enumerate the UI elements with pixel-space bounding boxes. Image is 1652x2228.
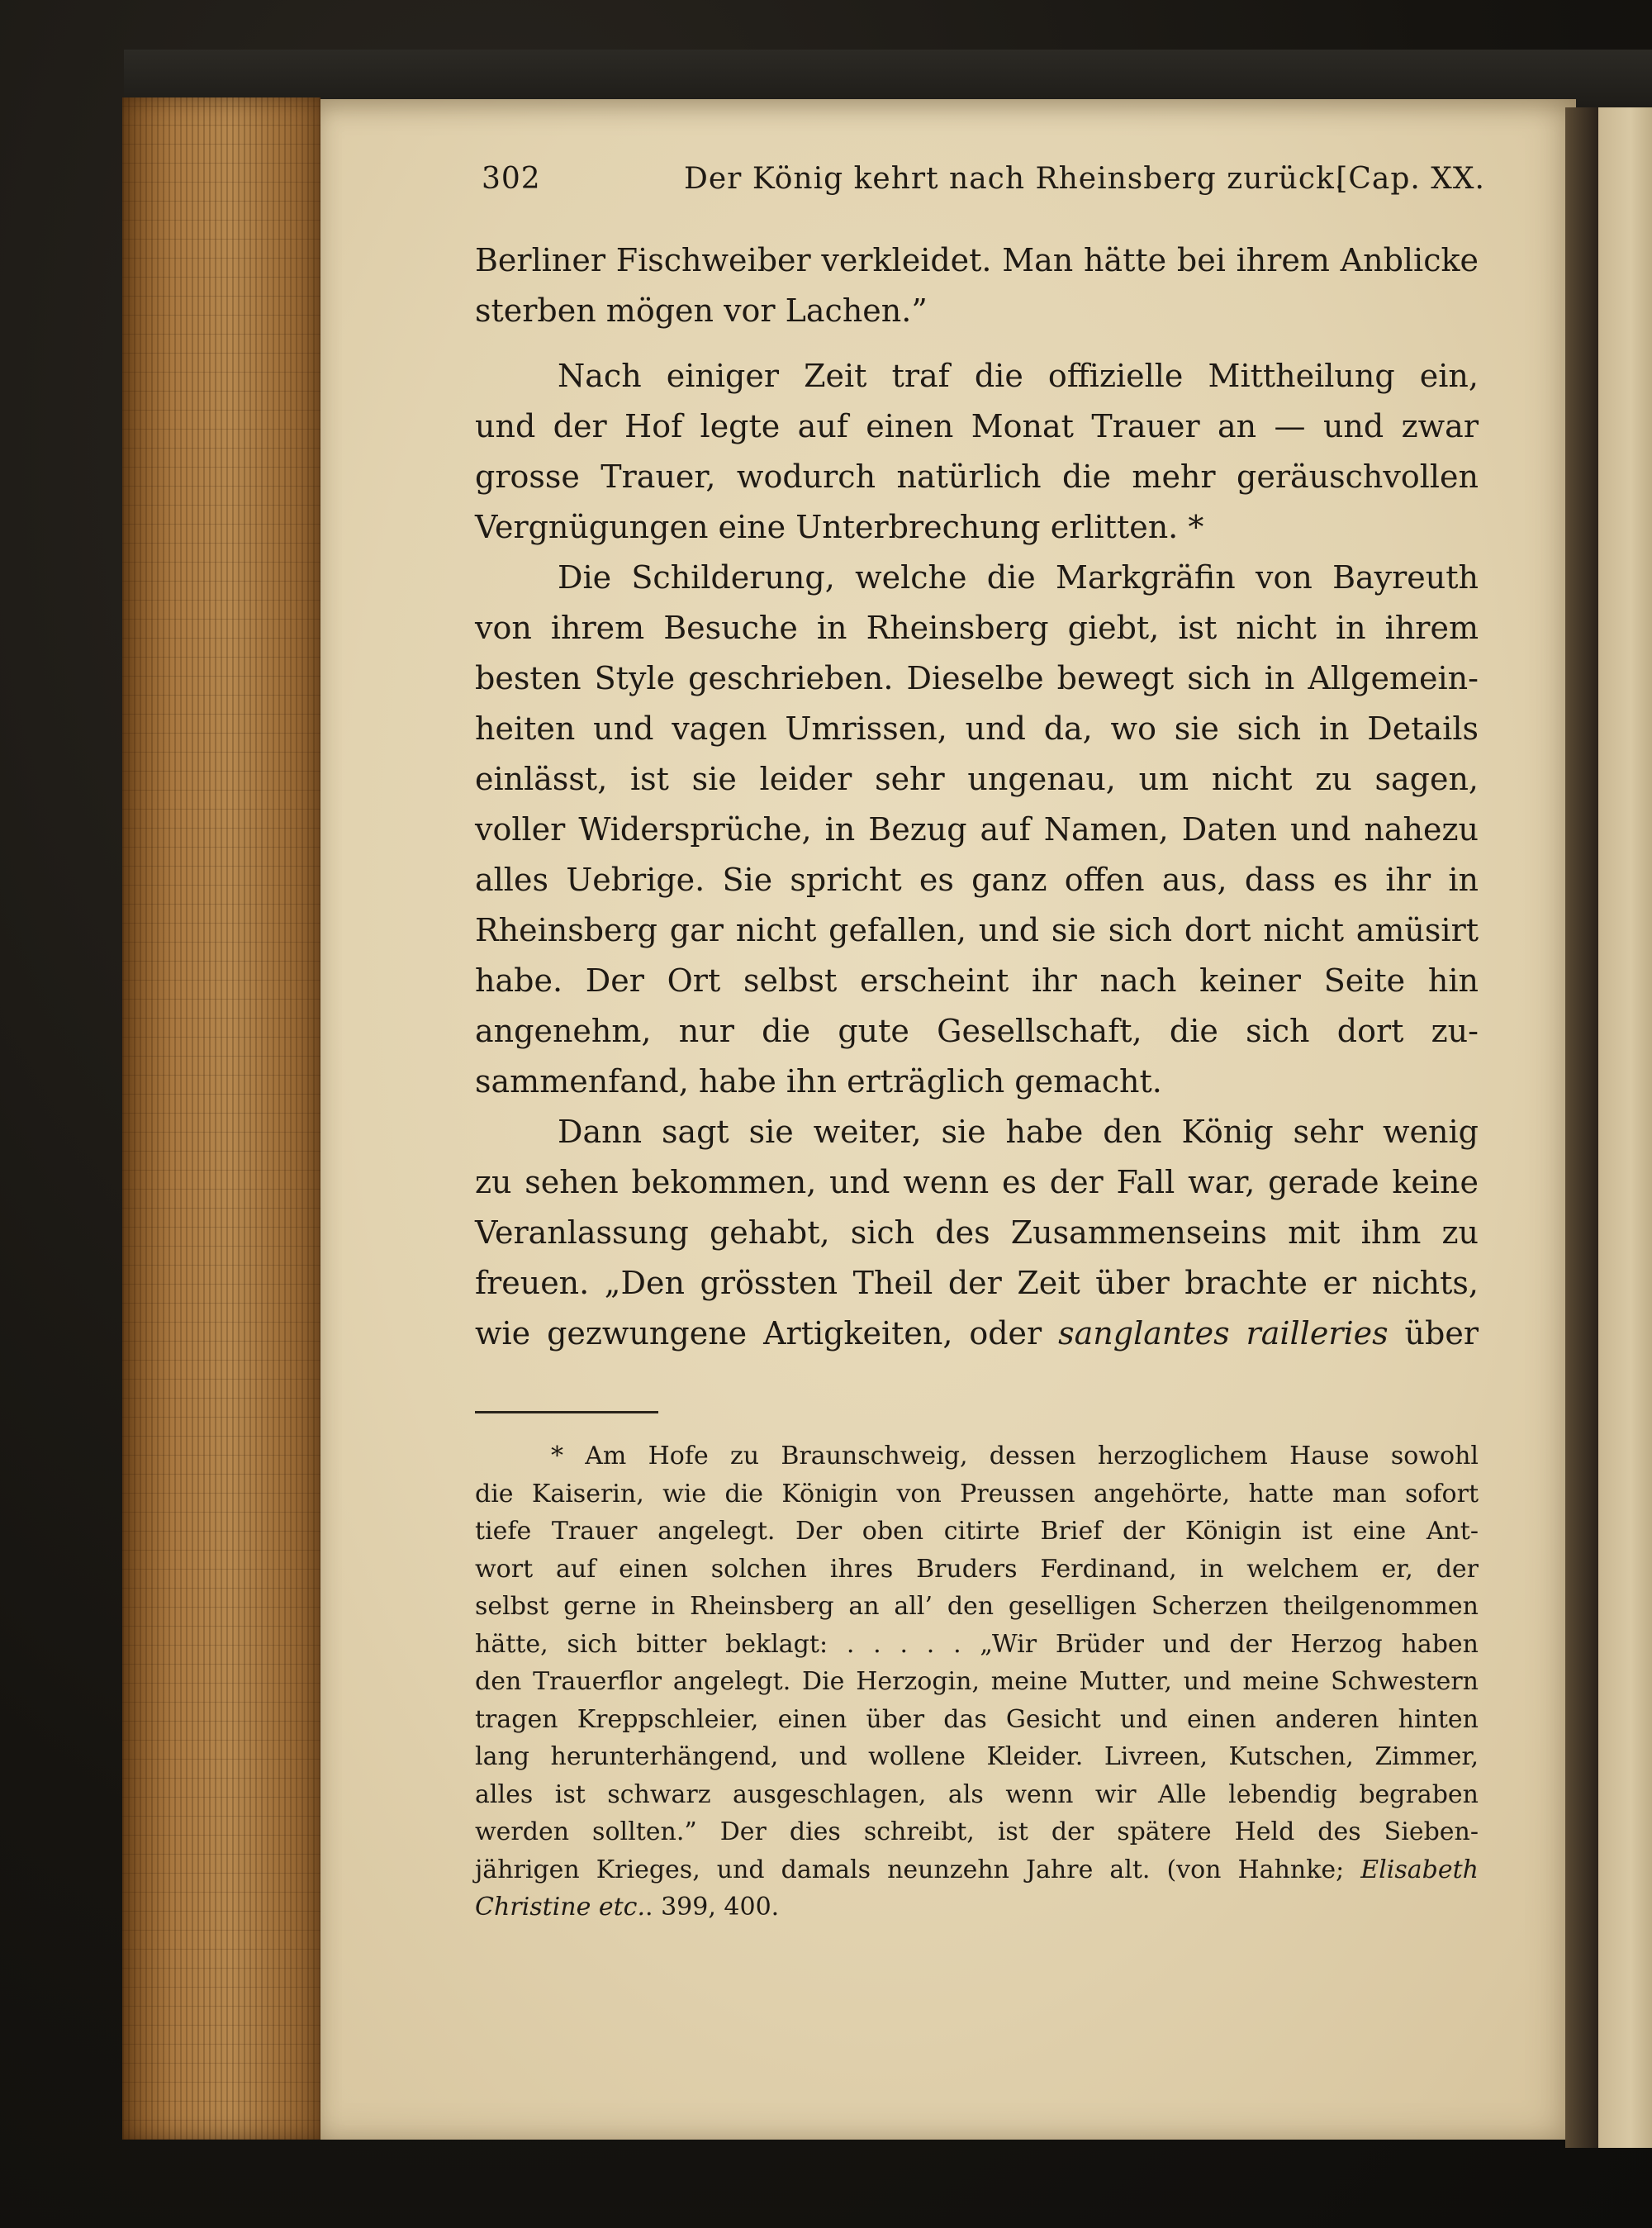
italic-title: Elisabeth — [1360, 1855, 1479, 1884]
text-line: alles Uebrige. Sie spricht es ganz offen aus, dass es ihr in — [475, 862, 1479, 898]
main-text — [475, 235, 1479, 1359]
text-line: Die Schilderung, welche die Markgräfin von Bayreuth — [558, 559, 1479, 596]
footnote-line: alles ist schwarz ausgeschlagen, als wenn wir Alle lebendig begraben — [475, 1779, 1479, 1809]
page-block-edges — [122, 97, 320, 2140]
text-line: heiten und vagen Umrissen, und da, wo sie sich in Details — [475, 710, 1479, 747]
footnote-line: die Kaiserin, wie die Königin von Preussen angehörte, hatte man sofort — [475, 1479, 1479, 1508]
text-line: Dann sagt sie weiter, sie habe den König sehr wenig — [558, 1114, 1479, 1150]
footnote-line: hätte, sich bitter beklagt: . . . . . „Wir Brüder und der Herzog haben — [475, 1629, 1479, 1659]
footnote-line — [475, 1888, 1479, 1926]
text-fragment: jährigen Krieges, und damals neunzehn Jahre alt. (von Hahnke; — [475, 1855, 1361, 1884]
text-fragment: über — [1388, 1315, 1479, 1352]
footnote-rule — [475, 1411, 658, 1413]
footnote-line: wort auf einen solchen ihres Bruders Ferdinand, in welchem er, der — [475, 1554, 1479, 1584]
footnote-line: den Trauerflor angelegt. Die Herzogin, meine Mutter, und meine Schwestern — [475, 1667, 1479, 1696]
running-header — [482, 162, 1485, 205]
text-line: grosse Trauer, wodurch natürlich die mehr geräuschvollen — [475, 458, 1479, 495]
text-line: Veranlassung gehabt, sich des Zusammenseins mit ihm zu — [475, 1214, 1479, 1251]
text-line: sammenfand, habe ihn erträglich gemacht. — [475, 1063, 1162, 1100]
text-line: Vergnügungen eine Unterbrechung erlitten. * — [475, 509, 1204, 545]
footnote-line: * Am Hofe zu Braunschweig, dessen herzoglichem Hause sowohl — [551, 1442, 1479, 1470]
footnote-line: selbst gerne in Rheinsberg an all’ den geselligen Scherzen theilgenommen — [475, 1592, 1479, 1621]
text-line: zu sehen bekommen, und wenn es der Fall war, gerade keine — [475, 1164, 1479, 1200]
footnote-line: tiefe Trauer angelegt. Der oben citirte Brief der Königin ist eine Ant- — [475, 1517, 1479, 1546]
page-number: 302 — [482, 162, 541, 196]
book-gutter — [1565, 107, 1598, 2148]
text-fragment: wie gezwungene Artigkeiten, oder — [475, 1315, 1059, 1352]
text-line: besten Style geschrieben. Dieselbe bewegt sich in Allgemein- — [475, 660, 1479, 696]
text-line: angenehm, nur die gute Gesellschaft, die sich dort zu- — [475, 1013, 1479, 1049]
footnote-line — [475, 1851, 1479, 1889]
italic-phrase: sanglantes railleries — [1058, 1315, 1389, 1352]
italic-title: Christine etc. — [475, 1893, 646, 1922]
text-line: sterben mögen vor Lachen.” — [475, 292, 928, 329]
footnote-line: tragen Kreppschleier, einen über das Gesicht und einen anderen hinten — [475, 1704, 1479, 1734]
text-line: Berliner Fischweiber verkleidet. Man hätte bei ihrem Anblicke — [475, 242, 1479, 278]
chapter-label: [Cap. XX. — [1336, 162, 1485, 196]
text-line: und der Hof legte auf einen Monat Trauer an — und zwar — [475, 408, 1479, 444]
text-line: Rheinsberg gar nicht gefallen, und sie sich dort nicht amüsirt — [475, 912, 1479, 948]
text-line: von ihrem Besuche in Rheinsberg giebt, ist nicht in ihrem — [475, 610, 1479, 646]
facing-page-edge — [1598, 107, 1652, 2148]
text-line: voller Widersprüche, in Bezug auf Namen, Daten und nahezu — [475, 811, 1479, 848]
text-line: habe. Der Ort selbst erscheint ihr nach keiner Seite hin — [475, 962, 1479, 999]
text-line: freuen. „Den grössten Theil der Zeit über brachte er nichts, — [475, 1265, 1479, 1301]
text-line: Nach einiger Zeit traf die offizielle Mittheilung ein, — [558, 358, 1479, 394]
footnote-text — [475, 1437, 1479, 1926]
running-title: Der König kehrt nach Rheinsberg zurück. — [684, 162, 1346, 196]
footnote-line: werden sollten.” Der dies schreibt, ist der spätere Held des Sieben- — [475, 1817, 1479, 1846]
text-line: einlässt, ist sie leider sehr ungenau, um nicht zu sagen, — [475, 761, 1479, 797]
text-line — [475, 1309, 1479, 1359]
footnote-line: lang herunterhängend, und wollene Kleider. Livreen, Kutschen, Zimmer, — [475, 1742, 1479, 1771]
text-fragment: . 399, 400. — [645, 1893, 780, 1922]
